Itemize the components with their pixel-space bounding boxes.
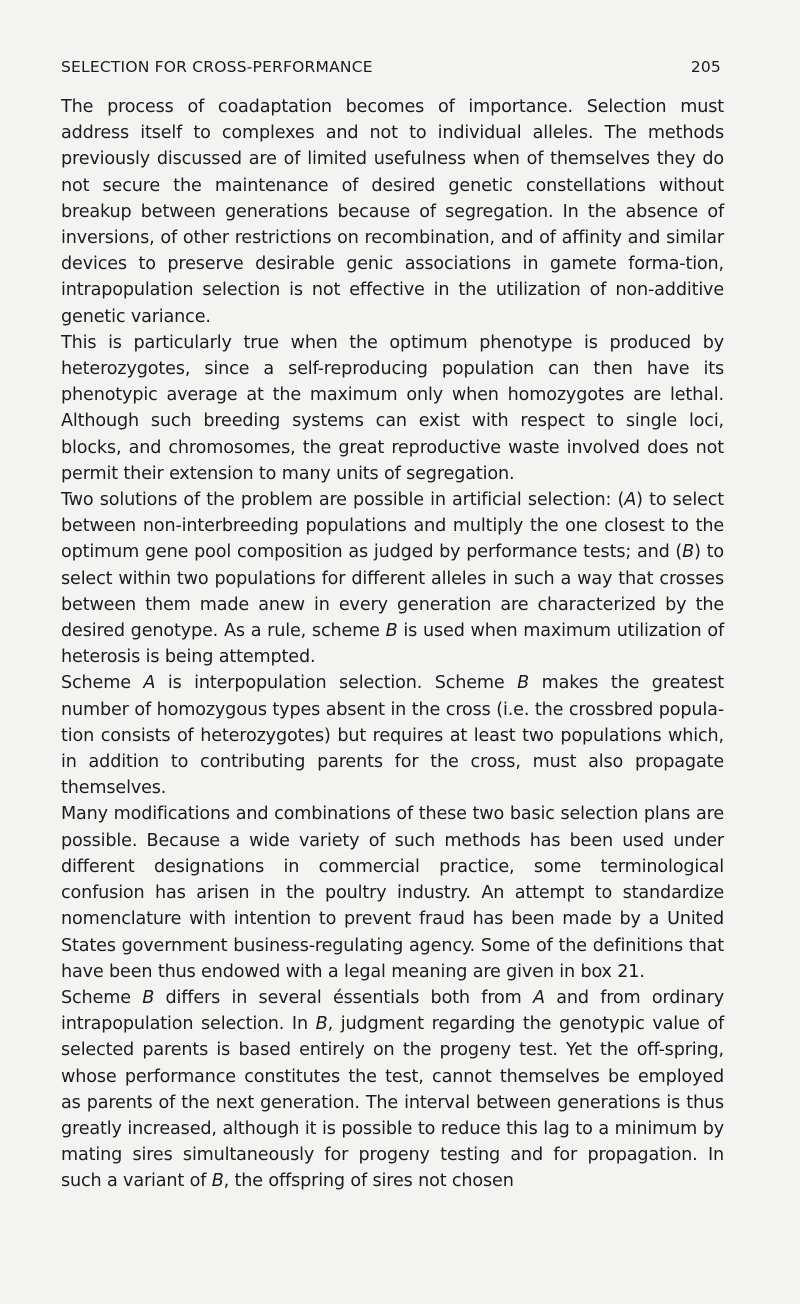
paragraph <box>61 330 724 487</box>
text-run: and from ordinary intrapopulation selection. In <box>61 987 724 1035</box>
text-run: is used when maximum utilization of heterosis is being attempted. <box>61 621 725 668</box>
running-header <box>61 58 721 82</box>
text-run: Scheme <box>61 673 144 694</box>
scheme-label: A <box>624 490 637 511</box>
scheme-label: B <box>517 673 530 694</box>
paragraph <box>61 670 724 801</box>
page-number: 205 <box>690 58 721 76</box>
body-text <box>61 94 724 1195</box>
text-run: Two solutions of the problem are possible in artificial selection: ( <box>61 490 625 511</box>
text-run: is interpopulation selection. Scheme <box>155 673 518 694</box>
text-run: ) to select between non-interbreeding populations and multiply the one closest to the optimum gene pool composition as judged by performance tests; and ( <box>61 490 725 563</box>
paragraph <box>61 801 724 984</box>
scheme-label: A <box>143 673 156 694</box>
scheme-label: B <box>682 542 695 563</box>
text-run: , judgment regarding the genotypic value of selected parents is based entirely on the progeny test. Yet the off-spring, whose performance constitutes the test, cannot themselves be employed as parents of the next generation. The interval between generations is thus greatly increased, although it is possible to reduce this lag to a minimum by mating sires simultaneously for progeny testing and for propagation. In such a variant of <box>61 1014 724 1192</box>
scheme-label: B <box>315 1014 328 1035</box>
text-run: differs in several éssentials both from <box>154 987 533 1008</box>
text-run: makes the greatest number of homozygous types absent in the cross (i.e. the crossbred popula-tion consists of heterozygotes) but requires at least two populations which, in addition to contributing parents for the cross, must also propagate themselves. <box>61 673 725 799</box>
running-title: SELECTION FOR CROSS-PERFORMANCE <box>61 58 373 76</box>
text-run: Many modifications and combinations of these two basic selection plans are possible. Because a wide variety of such methods has been used under different designations in commercial practice, some terminological confusion has arisen in the poultry industry. An attempt to standardize nomenclature with intention to prevent fraud has been made by a United States government business-regulating agency. Some of the definitions that have been thus endowed with a legal meaning are given in box 21. <box>61 804 724 982</box>
text-run: The process of coadaptation becomes of importance. Selection must address itself to complexes and not to individual alleles. The methods previously discussed are of limited usefulness when of themselves they do not secure the maintenance of desired genetic constellations without breakup between generations because of segregation. In the absence of inversions, of other restrictions on recombination, and of affinity and similar devices to preserve desirable genic associations in gamete forma-tion, intrapopulation selection is not effective in the utilization of non-additive genetic variance. <box>61 97 724 327</box>
scheme-label: B <box>211 1171 224 1192</box>
scheme-label: B <box>142 987 155 1008</box>
text-run: This is particularly true when the optimum phenotype is produced by heterozygotes, since a self-reproducing population can then have its phenotypic average at the maximum only when homozygotes are lethal. Although such breeding systems can exist with respect to single loci, blocks, and chromosomes, the great reproductive waste involved does not permit their extension to many units of segregation. <box>61 332 724 484</box>
text-run: ) to select within two populations for different alleles in such a way that crosses between them made anew in every generation are characterized by the desired genotype. As a rule, scheme <box>61 542 724 642</box>
paragraph <box>61 985 724 1195</box>
scheme-label: A <box>532 987 545 1008</box>
text-run: , the offspring of sires not chosen <box>223 1171 514 1192</box>
scheme-label: B <box>385 621 398 642</box>
paragraph <box>61 487 724 670</box>
paragraph <box>61 94 724 330</box>
text-run: Scheme <box>61 987 143 1008</box>
